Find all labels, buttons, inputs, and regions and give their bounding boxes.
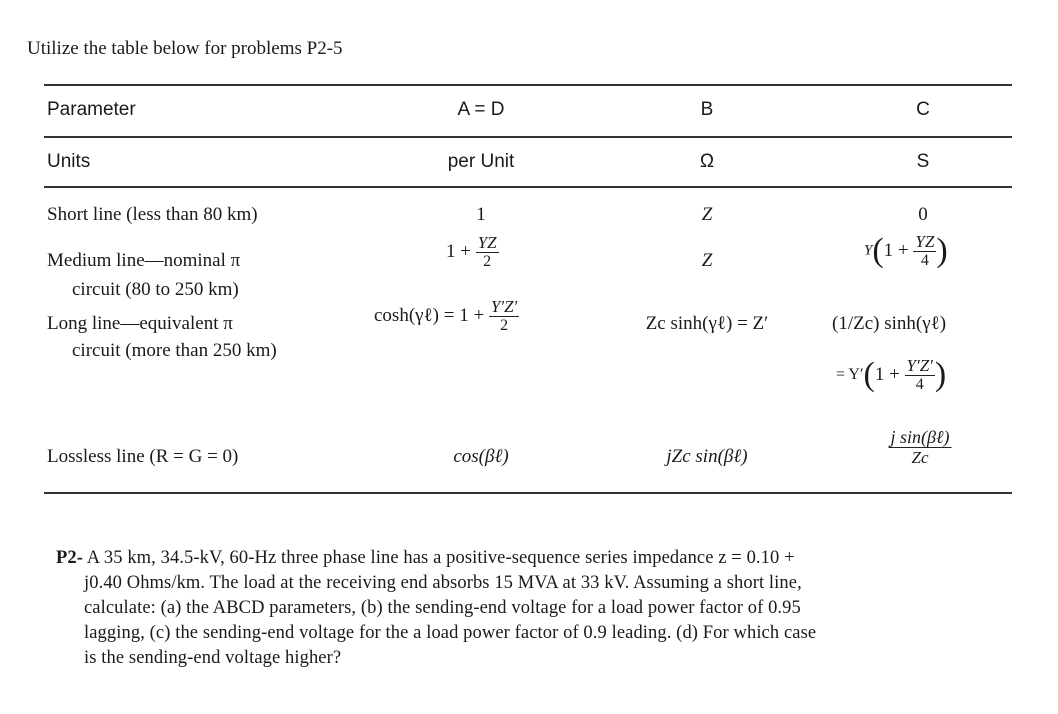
lossless-c-num: j sin(βℓ) (890, 427, 950, 447)
short-line-ad: 1 (476, 204, 486, 225)
units-b: Ω (699, 151, 715, 172)
long-c-prefix: = Y′ (836, 366, 864, 383)
table-units-rule (44, 186, 1012, 188)
long-c-num: Y′Z′ (906, 356, 933, 375)
table-header-rule (44, 136, 1012, 138)
medium-ad-num: YZ (477, 233, 497, 252)
medium-line-b: Z (701, 250, 713, 271)
long-line-ad (374, 298, 519, 334)
medium-c-fraction (913, 233, 936, 269)
problem-line-3: calculate: (a) the ABCD parameters, (b) the sending-end voltage for a load power factor of 0.95 (84, 598, 801, 618)
header-b: B (700, 99, 714, 120)
units-c: S (916, 151, 930, 172)
medium-line-c (864, 232, 948, 270)
long-ad-num: Y′Z′ (490, 297, 518, 316)
problem-line-5: is the sending-end voltage higher? (84, 648, 342, 668)
long-line-label-2: circuit (more than 250 km) (72, 340, 277, 361)
medium-line-label-1: Medium line—nominal π (47, 250, 241, 271)
medium-c-prefix: Y (864, 242, 873, 259)
long-c-inner: 1 + (874, 364, 900, 385)
long-c-den: 4 (915, 376, 924, 393)
problem-line-1-text: A 35 km, 34.5-kV, 60-Hz three phase line has a positive-sequence series impedance z = 0.10 + (86, 548, 795, 568)
units-label: Units (47, 151, 91, 172)
medium-c-num: YZ (915, 232, 935, 251)
medium-c-inner: 1 + (883, 240, 909, 261)
long-line-c-line1: (1/Zc) sinh(γℓ) (832, 313, 947, 334)
problem-p2 (56, 546, 1016, 671)
long-c-lparen: ( (863, 356, 875, 393)
lossless-line-label: Lossless line (R = G = 0) (47, 446, 239, 467)
lossless-line-c (889, 428, 952, 466)
short-line-c: 0 (918, 204, 928, 225)
short-line-b: Z (701, 204, 713, 225)
long-line-label-1: Long line—equivalent π (47, 313, 233, 334)
lossless-line-ad: cos(βℓ) (453, 446, 509, 467)
long-c-rparen: ) (934, 356, 947, 393)
lossless-c-den: Zc (911, 448, 929, 467)
problem-line-1 (56, 546, 1016, 571)
problem-number: P2- (56, 548, 84, 568)
lossless-line-b: jZc sin(βℓ) (666, 446, 748, 467)
header-ad: A = D (457, 99, 505, 120)
long-line-c-line2 (836, 356, 946, 394)
medium-line-label-2: circuit (80 to 250 km) (72, 279, 239, 300)
medium-line-ad (446, 234, 499, 270)
short-line-label: Short line (less than 80 km) (47, 204, 258, 225)
header-c: C (916, 99, 930, 120)
problem-line-4: lagging, (c) the sending-end voltage for the a load power factor of 0.9 leading. (d) For which case (84, 623, 817, 643)
long-ad-fraction (489, 298, 519, 334)
intro-text: Utilize the table below for problems P2-5 (27, 38, 343, 59)
units-ad: per Unit (447, 151, 515, 172)
long-ad-den: 2 (500, 317, 509, 334)
lossless-c-fraction (889, 428, 952, 466)
table-top-rule (44, 84, 1012, 86)
medium-c-rparen: ) (936, 232, 948, 269)
medium-ad-den: 2 (483, 253, 492, 270)
medium-c-den: 4 (920, 252, 929, 269)
problem-line-2: j0.40 Ohms/km. The load at the receiving end absorbs 15 MVA at 33 kV. Assuming a short line, (84, 573, 802, 593)
header-parameter: Parameter (47, 99, 136, 120)
medium-ad-fraction (476, 234, 499, 270)
table-bottom-rule (44, 492, 1012, 494)
long-ad-prefix: cosh(γℓ) = 1 + (374, 305, 485, 326)
medium-ad-prefix: 1 + (446, 241, 471, 262)
long-line-b: Zc sinh(γℓ) = Z′ (645, 313, 769, 334)
medium-c-lparen: ( (872, 232, 884, 269)
long-c-fraction (905, 357, 935, 393)
